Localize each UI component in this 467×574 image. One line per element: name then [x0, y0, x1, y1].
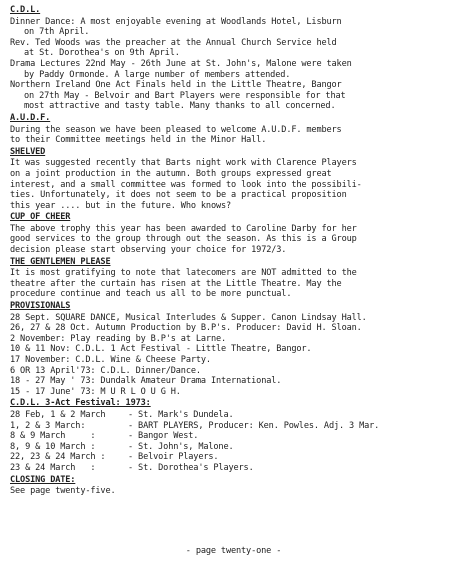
section-heading: THE GENTLEMEN PLEASE: [10, 256, 111, 267]
festival-group: - St. Dorothea's Players.: [128, 462, 254, 473]
section-audf: [10, 113, 457, 146]
text-line: most attractive and tasty table. Many thanks to all concerned.: [24, 101, 336, 112]
section-cdl: [10, 5, 457, 112]
festival-dates: 8, 9 & 10 March :: [10, 441, 96, 452]
festival-group: - Bangor West.: [128, 431, 199, 442]
text-line: During the season we have been pleased to welcome A.U.D.F. members: [10, 124, 342, 135]
list-item: 26, 27 & 28 Oct. Autumn Production by B.P's. Producer: David H. Sloan.: [10, 323, 362, 334]
text-line: The above trophy this year has been awarded to Caroline Darby for her: [10, 223, 357, 234]
text-line: to their Committee meetings held in the Minor Hall.: [10, 135, 267, 146]
text-line: Drama Lectures 22nd May - 26th June at St. John's, Malone were taken: [10, 58, 352, 69]
list-item: 6 OR 13 April'73: C.D.L. Dinner/Dance.: [10, 365, 201, 376]
festival-group: - Belvoir Players.: [128, 452, 219, 463]
festival-dates: 8 & 9 March :: [10, 431, 96, 442]
text-line: Dinner Dance: A most enjoyable evening at Woodlands Hotel, Lisburn: [10, 16, 342, 27]
section-heading: CUP OF CHEER: [10, 212, 71, 223]
festival-group: - St. John's, Malone.: [128, 441, 234, 452]
text-line: It was suggested recently that Barts night work with Clarence Players: [10, 158, 357, 169]
section-provisionals: [10, 301, 457, 397]
section-heading: C.D.L. 3-Act Festival: 1973:: [10, 398, 151, 409]
list-item: 15 - 17 June' 73: M U R L O U G H.: [10, 386, 181, 397]
festival-row: [10, 431, 457, 442]
text-line: good services to the group through out the season. As this is a Group: [10, 234, 357, 245]
list-item: 2 November: Play reading by B.P's at Larne.: [10, 333, 227, 344]
festival-dates: 23 & 24 March :: [10, 462, 96, 473]
text-line: decision please start observing your choice for 1972/3.: [10, 245, 287, 256]
text-line: Rev. Ted Woods was the preacher at the Annual Church Service held: [10, 37, 337, 48]
text-line: on 27th May - Belvoir and Bart Players were responsible for that: [24, 90, 346, 101]
section-shelved: [10, 147, 457, 212]
text-line: ties. Unfortunately, it does not seem to be a practical proposition: [10, 190, 347, 201]
festival-group: - St. Mark's Dundela.: [128, 409, 234, 420]
text-line: by Paddy Ormonde. A large number of members attended.: [24, 69, 291, 80]
festival-row: [10, 410, 457, 421]
festival-dates: 1, 2 & 3 March:: [10, 420, 86, 431]
section-heading: SHELVED: [10, 146, 46, 157]
festival-row: [10, 421, 457, 432]
festival-row: [10, 452, 457, 463]
section-cup-of-cheer: [10, 212, 457, 255]
list-item: 17 November: C.D.L. Wine & Cheese Party.: [10, 355, 211, 365]
festival-group: - BART PLAYERS, Producer: Ken. Powles. Adj. 3 Mar.: [128, 420, 380, 431]
list-item: 10 & 11 Nov: C.D.L. 1 Act Festival - Little Theatre, Bangor.: [10, 344, 312, 355]
section-heading: C.D.L.: [10, 5, 41, 15]
text-line: on a joint production in the autumn. Both groups expressed great: [10, 168, 332, 179]
section-heading: PROVISIONALS: [10, 301, 71, 312]
text-line: It is most gratifying to note that latecomers are NOT admitted to the: [10, 268, 357, 279]
text-line: See page twenty-five.: [10, 486, 116, 497]
text-line: procedure continue and teach us all to be more punctual.: [10, 289, 292, 300]
text-line: Northern Ireland One Act Finals held in the Little Theatre, Bangor: [10, 80, 342, 91]
festival-dates: 28 Feb, 1 & 2 March: [10, 409, 106, 420]
list-item: 28 Sept. SQUARE DANCE, Musical Interludes & Supper. Canon Lindsay Hall.: [10, 312, 367, 323]
text-line: theatre after the curtain has risen at the Little Theatre. May the: [10, 278, 342, 289]
section-gentlemen-please: [10, 257, 457, 300]
text-line: interest, and a small committee was formed to look into the possibili-: [10, 179, 362, 190]
festival-row: [10, 463, 457, 474]
section-heading: CLOSING DATE:: [10, 474, 76, 485]
text-line: on 7th April.: [24, 27, 90, 38]
section-closing-date: [10, 475, 457, 497]
section-heading: A.U.D.F.: [10, 112, 51, 123]
festival-row: [10, 442, 457, 453]
festival-dates: 22, 23 & 24 March :: [10, 452, 106, 463]
section-festival: [10, 398, 457, 473]
list-item: 18 - 27 May ' 73: Dundalk Amateur Drama International.: [10, 376, 282, 387]
text-line: at St. Dorothea's on 9th April.: [24, 48, 180, 59]
page-number: - page twenty-one -: [185, 546, 282, 556]
text-line: this year .... but in the future. Who knows?: [10, 200, 232, 211]
